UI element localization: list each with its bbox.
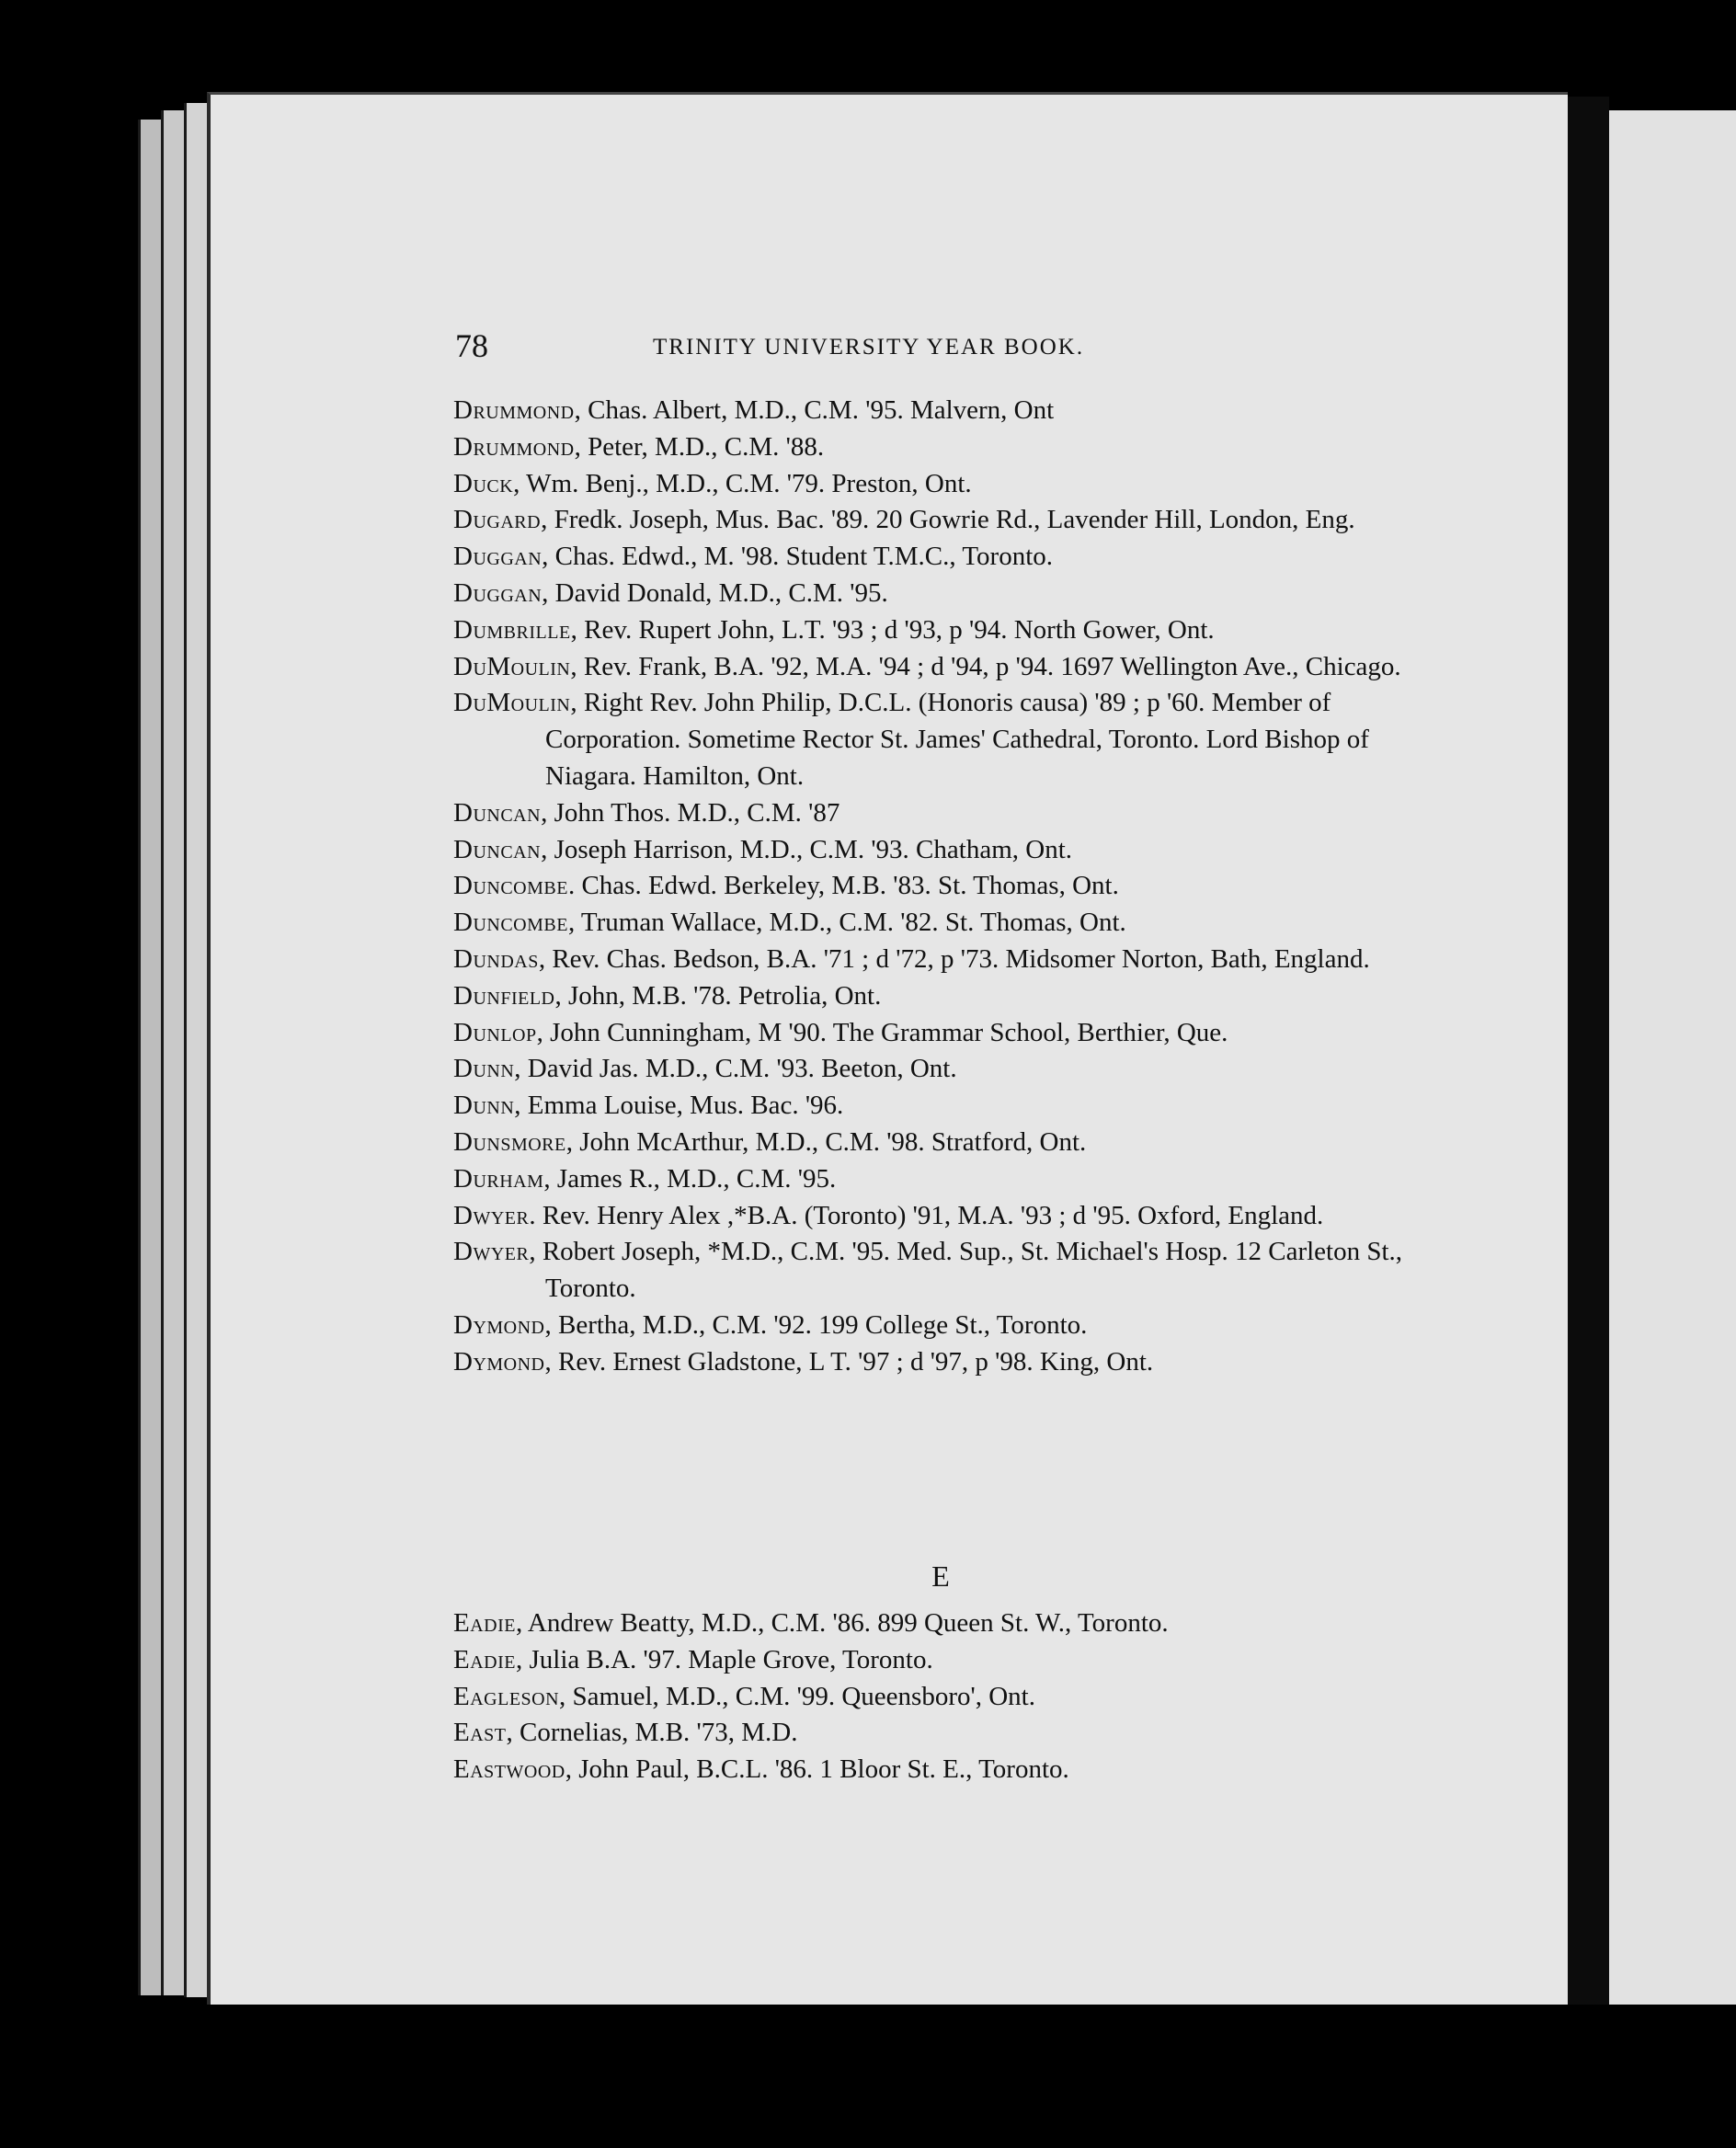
- entry-text: , Samuel, M.D., C.M. '99. Queensboro', Ont.: [559, 1681, 1035, 1711]
- list-item: [453, 1015, 1442, 1052]
- list-item: [453, 429, 1442, 466]
- list-item: [453, 1161, 1442, 1198]
- list-item: [453, 868, 1442, 905]
- entry-text: , Rev. Frank, B.A. '92, M.A. '94 ; d '94, p '94. 1697 Wellington Ave., Chicago.: [570, 651, 1401, 681]
- entry-surname: Duncombe: [453, 871, 568, 901]
- entry-surname: Eadie: [453, 1644, 516, 1674]
- entries-d-list: [453, 393, 1442, 1381]
- entry-surname: DuMoulin: [453, 651, 571, 681]
- entry-surname: Dymond: [453, 1309, 545, 1340]
- list-item: [453, 795, 1442, 832]
- entry-surname: Duncan: [453, 797, 542, 828]
- list-item: [453, 393, 1442, 429]
- entry-text: , Right Rev. John Philip, D.C.L. (Honoris causa) '89 ; p '60. Member of Corporation. Sometime Rector St. James' Cathedral, Toronto. Lord Bishop of Niagara. Hamilton, Ont.: [545, 688, 1369, 791]
- list-item: [453, 1642, 1442, 1679]
- entry-surname: Duck: [453, 468, 514, 498]
- page-number: 78: [455, 327, 488, 364]
- entry-text: , Bertha, M.D., C.M. '92. 199 College St., Toronto.: [544, 1309, 1088, 1340]
- list-item: [453, 1344, 1442, 1381]
- entry-text: , Emma Louise, Mus. Bac. '96.: [514, 1091, 844, 1121]
- entry-surname: Duggan: [453, 577, 542, 608]
- entry-surname: Dugard: [453, 505, 542, 535]
- list-item: [453, 832, 1442, 869]
- list-item: [453, 649, 1442, 686]
- entry-text: . Chas. Edwd. Berkeley, M.B. '83. St. Thomas, Ont.: [567, 871, 1119, 901]
- entry-text: , Truman Wallace, M.D., C.M. '82. St. Thomas, Ont.: [567, 908, 1126, 938]
- list-item: [453, 1088, 1442, 1125]
- entry-text: , Cornelias, M.B. '73, M.D.: [506, 1718, 798, 1748]
- entry-text: , Julia B.A. '97. Maple Grove, Toronto.: [515, 1644, 933, 1674]
- list-item: [453, 502, 1442, 539]
- entry-surname: Eagleson: [453, 1681, 560, 1711]
- entry-surname: Duncombe: [453, 908, 568, 938]
- entry-text: , Chas. Edwd., M. '98. Student T.M.C., Toronto.: [542, 542, 1054, 572]
- entry-text: , Robert Joseph, *M.D., C.M. '95. Med. Sup., St. Michael's Hosp. 12 Carleton St., Toronto.: [529, 1237, 1403, 1304]
- entry-text: . Rev. Henry Alex ,*B.A. (Toronto) '91, M.A. '93 ; d '95. Oxford, England.: [529, 1200, 1324, 1230]
- entry-surname: Drummond: [453, 431, 575, 462]
- section-letter: E: [931, 1560, 950, 1593]
- entry-surname: Dwyer: [453, 1237, 530, 1267]
- entry-surname: East: [453, 1718, 507, 1748]
- entry-text: , John, M.B. '78. Petrolia, Ont.: [554, 980, 882, 1011]
- entry-text: , John Paul, B.C.L. '86. 1 Bloor St. E., Toronto.: [565, 1754, 1069, 1785]
- entry-surname: Durham: [453, 1163, 544, 1194]
- entry-surname: Dunsmore: [453, 1126, 566, 1157]
- list-item: [453, 1051, 1442, 1088]
- entry-surname: DuMoulin: [453, 688, 571, 718]
- entry-text: , David Donald, M.D., C.M. '95.: [542, 577, 888, 608]
- entry-text: , John Thos. M.D., C.M. '87: [541, 797, 840, 828]
- list-item: [453, 905, 1442, 942]
- entry-surname: Dunfield: [453, 980, 555, 1011]
- entry-text: , Andrew Beatty, M.D., C.M. '86. 899 Queen St. W., Toronto.: [515, 1608, 1169, 1638]
- list-item: [453, 1308, 1442, 1344]
- entry-surname: Duggan: [453, 542, 542, 572]
- book-spine: [1568, 97, 1609, 2005]
- entry-surname: Drummond: [453, 395, 575, 425]
- entries-e-list: [453, 1605, 1442, 1788]
- entry-text: , Joseph Harrison, M.D., C.M. '93. Chatham, Ont.: [541, 834, 1073, 864]
- entry-text: , Rev. Ernest Gladstone, L T. '97 ; d '97, p '98. King, Ont.: [544, 1346, 1154, 1377]
- entry-text: , Chas. Albert, M.D., C.M. '95. Malvern, Ont: [574, 395, 1055, 425]
- entry-surname: Dundas: [453, 943, 539, 974]
- entry-text: , Wm. Benj., M.D., C.M. '79. Preston, Ont.: [513, 468, 972, 498]
- entry-text: , John Cunningham, M '90. The Grammar School, Berthier, Que.: [536, 1017, 1228, 1047]
- entry-surname: Dunn: [453, 1054, 515, 1084]
- entry-surname: Duncan: [453, 834, 542, 864]
- list-item: [453, 1234, 1442, 1308]
- list-item: [453, 1605, 1442, 1642]
- entry-surname: Dumbrille: [453, 614, 571, 645]
- list-item: [453, 1715, 1442, 1752]
- entry-surname: Dunlop: [453, 1017, 537, 1047]
- entry-surname: Eadie: [453, 1608, 516, 1638]
- entry-text: , Rev. Chas. Bedson, B.A. '71 ; d '72, p '73. Midsomer Norton, Bath, England.: [538, 943, 1370, 974]
- list-item: [453, 1679, 1442, 1716]
- list-item: [453, 685, 1442, 794]
- running-title: TRINITY UNIVERSITY YEAR BOOK.: [653, 335, 1085, 360]
- entry-text: , Rev. Rupert John, L.T. '93 ; d '93, p '94. North Gower, Ont.: [570, 614, 1215, 645]
- entry-text: , Peter, M.D., C.M. '88.: [574, 431, 825, 462]
- entry-surname: Dwyer: [453, 1200, 530, 1230]
- list-item: [453, 612, 1442, 649]
- list-item: [453, 539, 1442, 576]
- entry-surname: Eastwood: [453, 1754, 565, 1785]
- list-item: [453, 1752, 1442, 1788]
- list-item: [453, 466, 1442, 503]
- entry-text: , David Jas. M.D., C.M. '93. Beeton, Ont.: [514, 1054, 957, 1084]
- entry-text: , Fredk. Joseph, Mus. Bac. '89. 20 Gowrie Rd., Lavender Hill, London, Eng.: [541, 505, 1355, 535]
- page-header: [455, 327, 1430, 364]
- facing-page: [1609, 110, 1736, 2005]
- entry-text: , James R., M.D., C.M. '95.: [543, 1163, 837, 1194]
- entry-surname: Dymond: [453, 1346, 545, 1377]
- list-item: [453, 576, 1442, 612]
- entry-text: , John McArthur, M.D., C.M. '98. Stratford, Ont.: [565, 1126, 1087, 1157]
- list-item: [453, 1125, 1442, 1161]
- list-item: [453, 942, 1442, 978]
- entry-surname: Dunn: [453, 1091, 515, 1121]
- list-item: [453, 978, 1442, 1015]
- list-item: [453, 1198, 1442, 1235]
